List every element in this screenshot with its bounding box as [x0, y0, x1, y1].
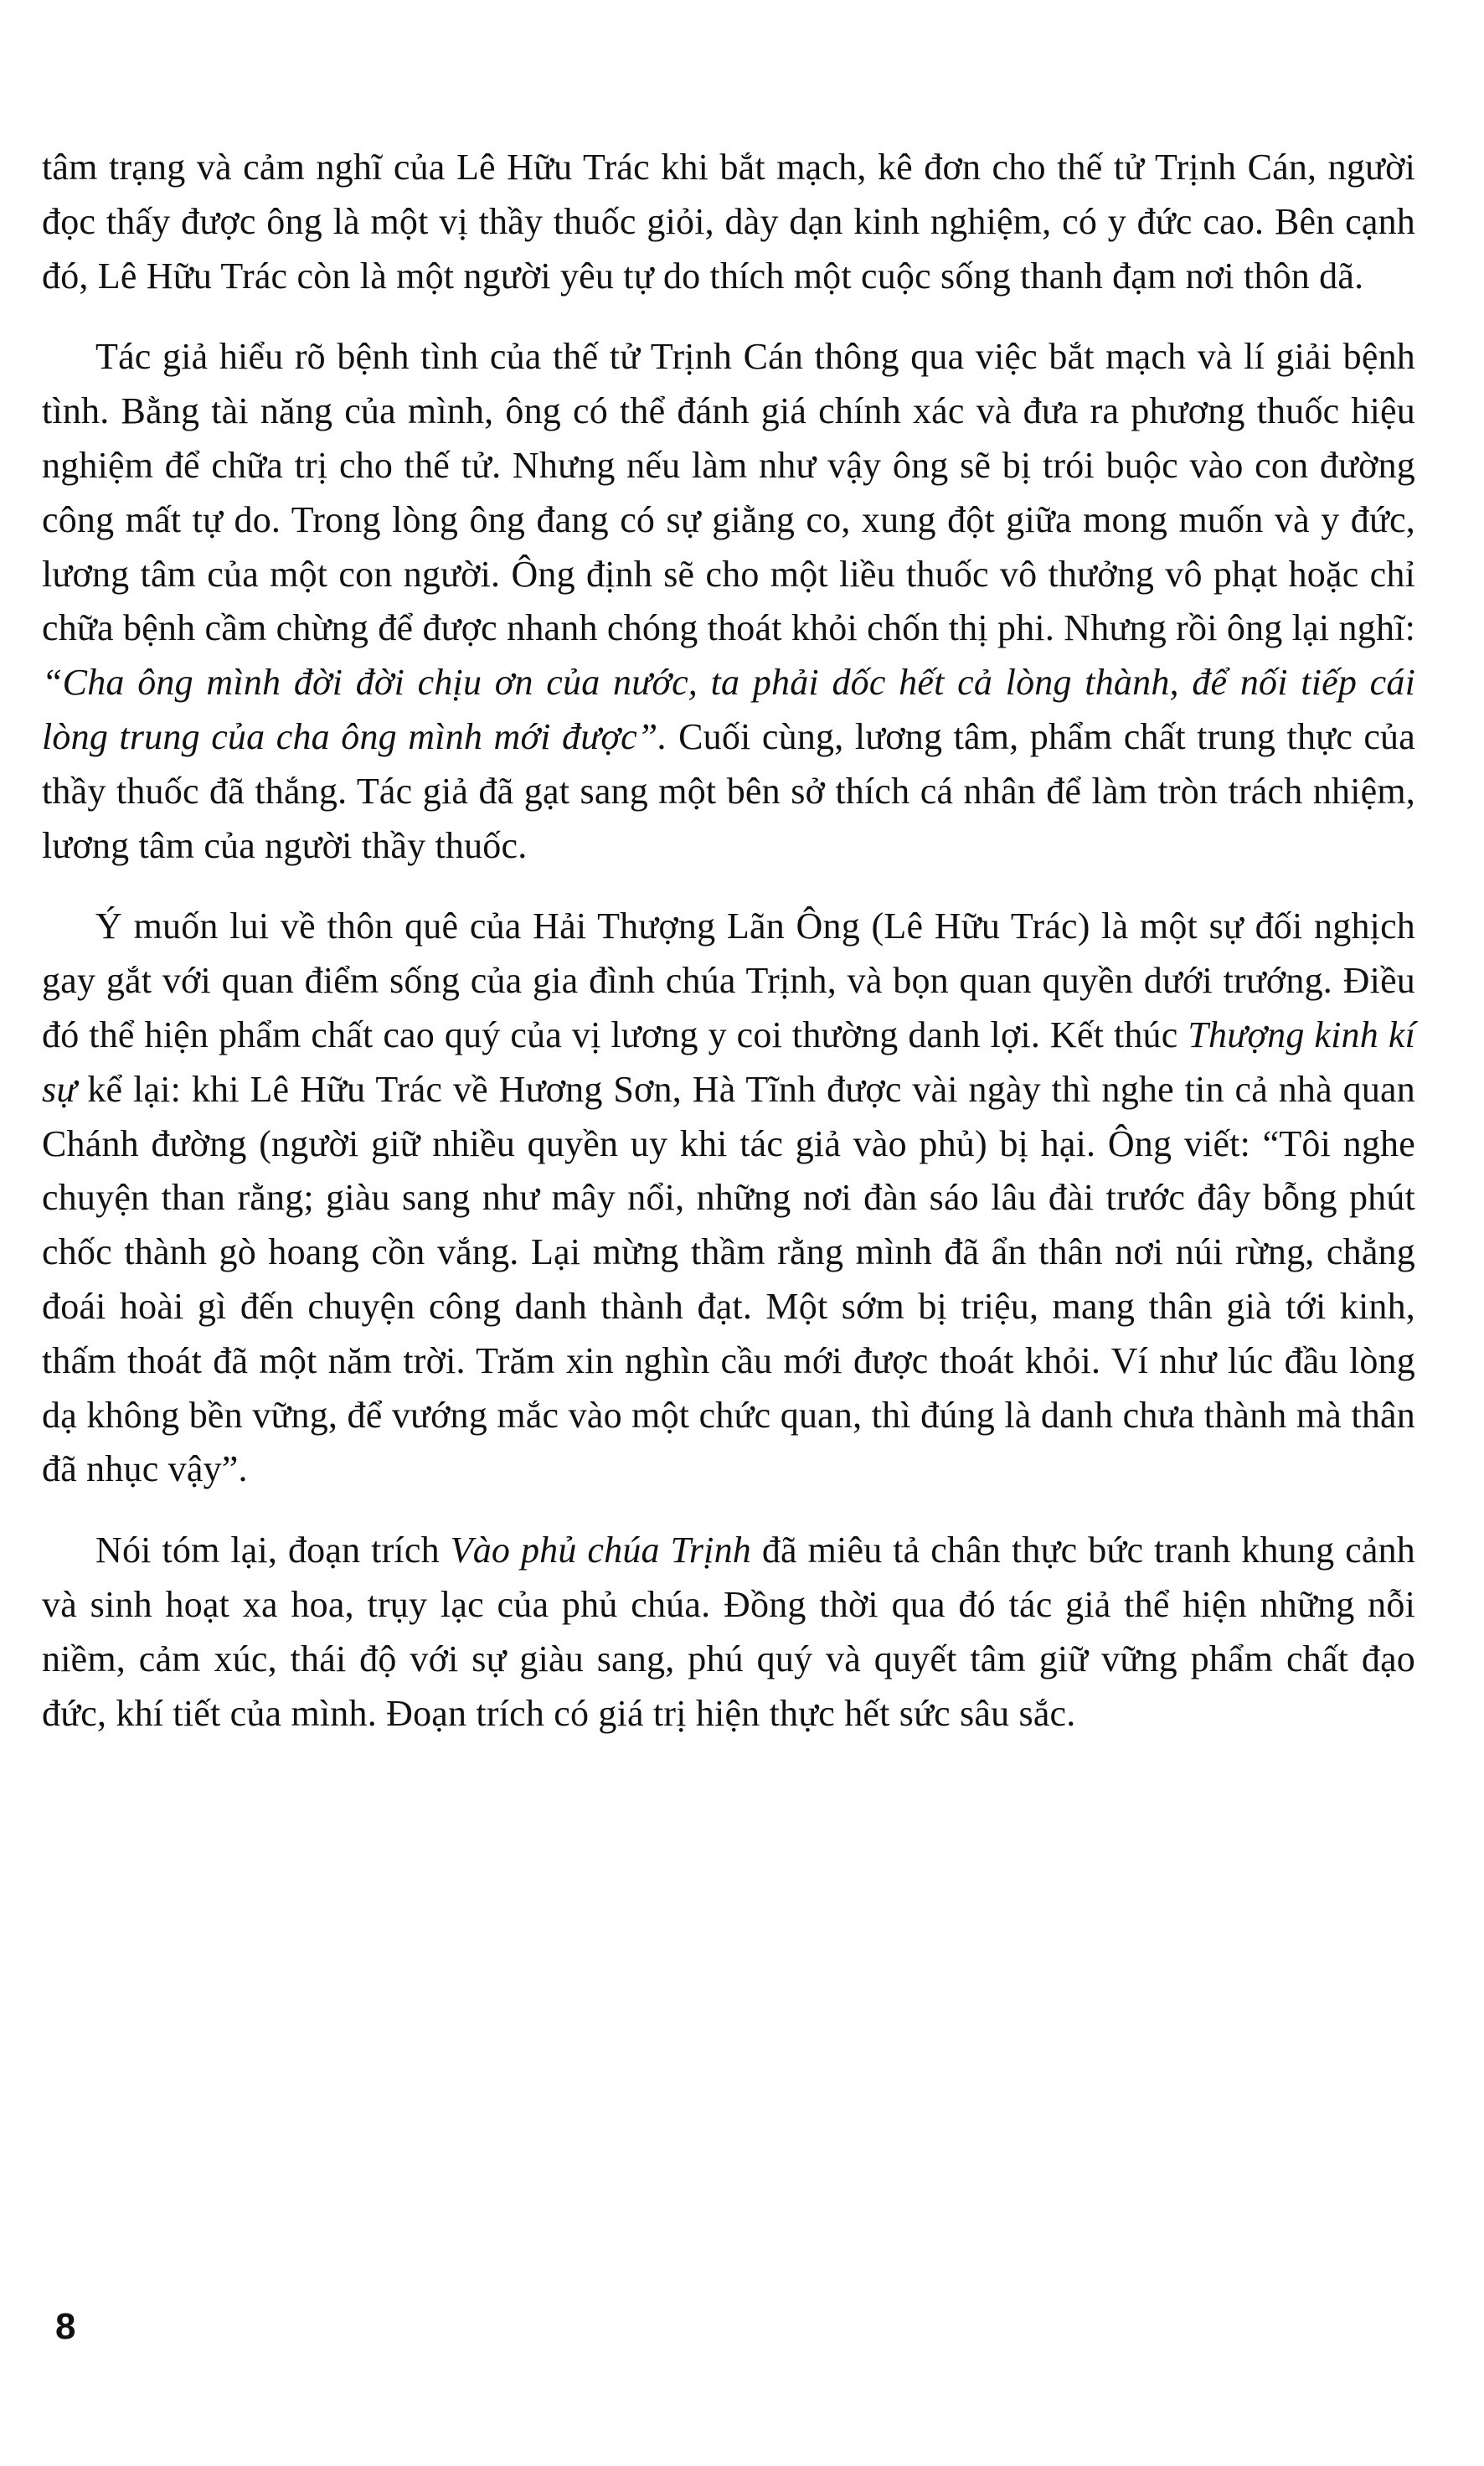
paragraph-4-text-b: đã miêu tả chân thực bức tranh khung cảnh và sinh hoạt xa hoa, trụy lạc của phủ chúa. Đồng thời qua đó tác giả thể hiện những nỗi niềm, cảm xúc, thái độ với sự giàu sang, phú quý và quyết tâm giữ vững phẩm chất đạo đức, khí tiết của mình. Đoạn trích có giá trị hiện thực hết sức sâu sắc. — [42, 1530, 1415, 1734]
paragraph-1-text: tâm trạng và cảm nghĩ của Lê Hữu Trác khi bắt mạch, kê đơn cho thế tử Trịnh Cán, người đọc thấy được ông là một vị thầy thuốc giỏi, dày dạn kinh nghiệm, có y đức cao. Bên cạnh đó, Lê Hữu Trác còn là một người yêu tự do thích một cuộc sống thanh đạm nơi thôn dã. — [42, 147, 1415, 297]
paragraph-3 — [42, 900, 1415, 1497]
paragraph-2-text-a: Tác giả hiểu rõ bệnh tình của thế tử Trịnh Cán thông qua việc bắt mạch và lí giải bệnh tình. Bằng tài năng của mình, ông có thể đánh giá chính xác và đưa ra phương thuốc hiệu nghiệm để chữa trị cho thế tử. Nhưng nếu làm như vậy ông sẽ bị trói buộc vào con đường công mất tự do. Trong lòng ông đang có sự giằng co, xung đột giữa mong muốn và y đức, lương tâm của một con người. Ông định sẽ cho một liều thuốc vô thưởng vô phạt hoặc chỉ chữa bệnh cầm chừng để được nhanh chóng thoát khỏi chốn thị phi. Nhưng rồi ông lại nghĩ: — [42, 336, 1415, 649]
body-text — [42, 141, 1415, 1741]
paragraph-4-excerpt-title: Vào phủ chúa Trịnh — [450, 1530, 751, 1571]
paragraph-1 — [42, 141, 1415, 303]
paragraph-3-text-b: kể lại: khi Lê Hữu Trác về Hương Sơn, Hà Tĩnh được vài ngày thì nghe tin cả nhà quan Chánh đường (người giữ nhiều quyền uy khi tác giả vào phủ) bị hại. Ông viết: “Tôi nghe chuyện than rằng; giàu sang như mây nổi, những nơi đàn sáo lâu đài trước đây bỗng phút chốc thành gò hoang cồn vắng. Lại mừng thầm rằng mình đã ẩn thân nơi núi rừng, chẳng đoái hoài gì đến chuyện công danh thành đạt. Một sớm bị triệu, mang thân già tới kinh, thấm thoát đã một năm trời. Trăm xin nghìn cầu mới được thoát khỏi. Ví như lúc đầu lòng dạ không bền vững, để vướng mắc vào một chức quan, thì đúng là danh chưa thành mà thân đã nhục vậy”. — [42, 1068, 1415, 1490]
paragraph-4 — [42, 1524, 1415, 1741]
paragraph-3-text-a: Ý muốn lui về thôn quê của Hải Thượng Lãn Ông (Lê Hữu Trác) là một sự đối nghịch gay gắt với quan điểm sống của gia đình chúa Trịnh, và bọn quan quyền dưới trướng. Điều đó thể hiện phẩm chất cao quý của vị lương y coi thường danh lợi. Kết thúc — [42, 905, 1415, 1055]
paragraph-3-book-title: Thượng kinh kí sự — [42, 1014, 1415, 1110]
paragraph-2 — [42, 330, 1415, 873]
paragraph-2-text-b: Cuối cùng, lương tâm, phẩm chất trung thực của thầy thuốc đã thắng. Tác giả đã gạt sang một bên sở thích cá nhân để làm tròn trách nhiệm, lương tâm của người thầy thuốc. — [42, 715, 1415, 866]
paragraph-4-text-a: Nói tóm lại, đoạn trích — [95, 1530, 451, 1571]
page-number: 8 — [55, 2306, 76, 2347]
paragraph-2-quote: “Cha ông mình đời đời chịu ơn của nước, ta phải dốc hết cả lòng thành, để nối tiếp cái lòng trung của cha ông mình mới được”. — [42, 662, 1415, 757]
